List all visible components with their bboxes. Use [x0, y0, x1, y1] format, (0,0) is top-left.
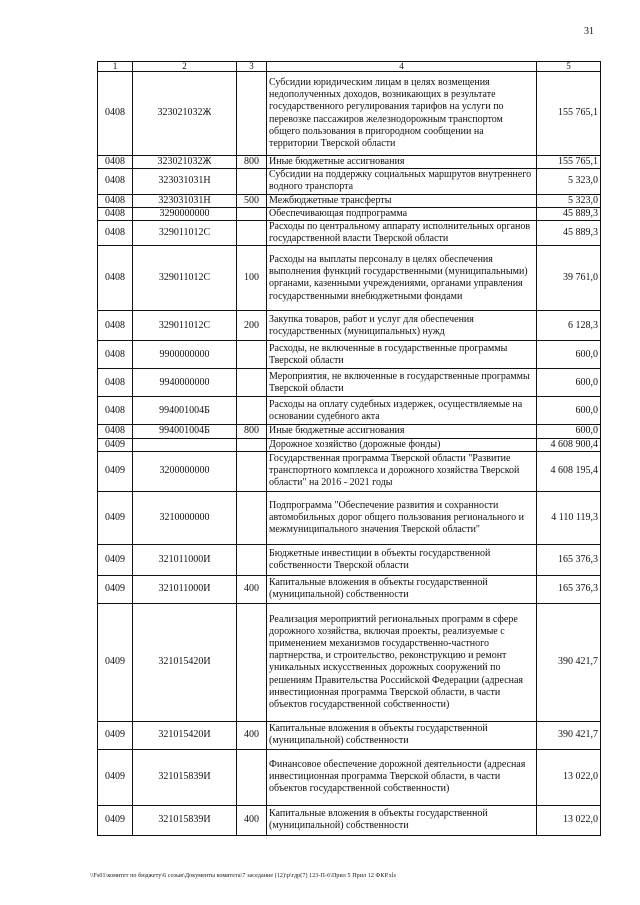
amount-cell: 4 608 195,4 [537, 451, 601, 491]
name-cell: Капитальные вложения в объекты государственной (муниципальной) собственности [267, 805, 537, 835]
amount-cell: 13 022,0 [537, 805, 601, 835]
code-cell: 9940000000 [133, 369, 237, 397]
section-cell: 0409 [98, 721, 133, 749]
code-cell: 321011000И [133, 544, 237, 575]
code-cell: 329011012С [133, 311, 237, 341]
amount-cell: 6 128,3 [537, 311, 601, 341]
amount-cell: 13 022,0 [537, 749, 601, 805]
section-cell: 0408 [98, 397, 133, 425]
table-row [98, 194, 601, 207]
code-cell: 321011000И [133, 575, 237, 603]
section-cell: 0408 [98, 207, 133, 220]
page-number: 31 [584, 26, 594, 37]
section-cell: 0409 [98, 749, 133, 805]
type-cell [237, 397, 267, 425]
section-cell: 0408 [98, 425, 133, 438]
amount-cell: 5 323,0 [537, 194, 601, 207]
type-cell [237, 544, 267, 575]
section-cell: 0409 [98, 544, 133, 575]
type-cell [237, 221, 267, 246]
type-cell [237, 207, 267, 220]
amount-cell: 45 889,3 [537, 221, 601, 246]
section-cell: 0408 [98, 194, 133, 207]
name-cell: Обеспечивающая подпрограмма [267, 207, 537, 220]
amount-cell: 155 765,1 [537, 156, 601, 169]
type-cell: 500 [237, 194, 267, 207]
table-row [98, 311, 601, 341]
table-row [98, 221, 601, 246]
section-cell: 0408 [98, 221, 133, 246]
name-cell: Расходы по центральному аппарату исполнительных органов государственной власти Тверской области [267, 221, 537, 246]
budget-table [97, 61, 601, 836]
amount-cell: 600,0 [537, 341, 601, 369]
code-cell: 3210000000 [133, 491, 237, 544]
type-cell [237, 169, 267, 194]
name-cell: Бюджетные инвестиции в объекты государственной собственности Тверской области [267, 544, 537, 575]
code-cell: 329011012С [133, 221, 237, 246]
name-cell: Закупка товаров, работ и услуг для обеспечения государственных (муниципальных) нужд [267, 311, 537, 341]
table-row [98, 169, 601, 194]
column-header-section: 1 [98, 62, 133, 72]
table-row [98, 156, 601, 169]
section-cell: 0409 [98, 575, 133, 603]
table-row [98, 72, 601, 156]
amount-cell: 600,0 [537, 425, 601, 438]
table-row [98, 749, 601, 805]
type-cell: 400 [237, 721, 267, 749]
name-cell: Расходы на оплату судебных издержек, осуществляемые на основании судебного акта [267, 397, 537, 425]
type-cell: 800 [237, 156, 267, 169]
amount-cell: 39 761,0 [537, 246, 601, 311]
amount-cell: 45 889,3 [537, 207, 601, 220]
table-row [98, 397, 601, 425]
type-cell: 800 [237, 425, 267, 438]
code-cell: 994001004Б [133, 397, 237, 425]
name-cell: Межбюджетные трансферты [267, 194, 537, 207]
section-cell: 0409 [98, 603, 133, 721]
amount-cell: 600,0 [537, 369, 601, 397]
amount-cell: 165 376,3 [537, 575, 601, 603]
table-row [98, 451, 601, 491]
code-cell: 321015839И [133, 749, 237, 805]
table-row [98, 341, 601, 369]
type-cell [237, 438, 267, 451]
type-cell [237, 341, 267, 369]
table-row [98, 575, 601, 603]
table-row [98, 721, 601, 749]
table-row [98, 246, 601, 311]
table-row [98, 438, 601, 451]
type-cell: 400 [237, 805, 267, 835]
section-cell: 0409 [98, 491, 133, 544]
amount-cell: 4 608 900,4 [537, 438, 601, 451]
code-cell: 3290000000 [133, 207, 237, 220]
table-row [98, 544, 601, 575]
name-cell: Подпрограмма "Обеспечение развития и сохранности автомобильных дорог общего пользования регионального и межмуниципального значения Тверской области" [267, 491, 537, 544]
section-cell: 0408 [98, 156, 133, 169]
name-cell: Государственная программа Тверской области "Развитие транспортного комплекса и дорожного хозяйства Тверской области" на 2016 - 2021 годы [267, 451, 537, 491]
section-cell: 0408 [98, 246, 133, 311]
table-row [98, 369, 601, 397]
column-header-amount: 5 [537, 62, 601, 72]
name-cell: Субсидии юридическим лицам в целях возмещения недополученных доходов, возникающих в результате государственного регулирования тарифов на услуги по перевозке пассажиров железнодорожным транспортом общего пользования в пригородном сообщении на территории Тверской области [267, 72, 537, 156]
table-row [98, 491, 601, 544]
type-cell [237, 72, 267, 156]
name-cell: Мероприятия, не включенные в государственные программы Тверской области [267, 369, 537, 397]
section-cell: 0409 [98, 805, 133, 835]
name-cell: Капитальные вложения в объекты государственной (муниципальной) собственности [267, 575, 537, 603]
table-header-row [98, 62, 601, 72]
table-row [98, 603, 601, 721]
code-cell: 329011012С [133, 246, 237, 311]
amount-cell: 165 376,3 [537, 544, 601, 575]
name-cell: Реализация мероприятий региональных программ в сфере дорожного хозяйства, включая проекты, реализуемые с применением механизмов государственно-частного партнерства, и строительство, реконструкцию и ремонт уникальных искусственных дорожных сооружений по решениям Правительства Российской Федерации (адресная инвестиционная программа Тверской области, в части объектов государственной собственности) [267, 603, 537, 721]
name-cell: Расходы на выплаты персоналу в целях обеспечения выполнения функций государственными (муниципальными) органами, казенными учреждениями, органами управления государственными внебюджетными фондами [267, 246, 537, 311]
amount-cell: 390 421,7 [537, 721, 601, 749]
code-cell: 323031031Н [133, 194, 237, 207]
code-cell: 323031031Н [133, 169, 237, 194]
amount-cell: 5 323,0 [537, 169, 601, 194]
name-cell: Дорожное хозяйство (дорожные фонды) [267, 438, 537, 451]
file-path-footer: \\Fs01\комитет по бюджету\6 созыв\Документы комитета\7 заседание (12)\p\гдр(7) 123-П-6\Прил 5 Прил 12 ФКР.xls [90, 873, 397, 879]
section-cell: 0408 [98, 341, 133, 369]
table-row [98, 207, 601, 220]
code-cell: 323021032Ж [133, 156, 237, 169]
amount-cell: 4 110 119,3 [537, 491, 601, 544]
type-cell [237, 369, 267, 397]
table-row [98, 425, 601, 438]
section-cell: 0408 [98, 169, 133, 194]
name-cell: Иные бюджетные ассигнования [267, 425, 537, 438]
code-cell: 321015420И [133, 603, 237, 721]
code-cell: 994001004Б [133, 425, 237, 438]
column-header-type: 3 [237, 62, 267, 72]
section-cell: 0409 [98, 451, 133, 491]
type-cell [237, 749, 267, 805]
type-cell [237, 603, 267, 721]
code-cell: 323021032Ж [133, 72, 237, 156]
type-cell: 400 [237, 575, 267, 603]
section-cell: 0409 [98, 438, 133, 451]
name-cell: Капитальные вложения в объекты государственной (муниципальной) собственности [267, 721, 537, 749]
type-cell: 200 [237, 311, 267, 341]
section-cell: 0408 [98, 311, 133, 341]
code-cell: 321015839И [133, 805, 237, 835]
code-cell: 3200000000 [133, 451, 237, 491]
section-cell: 0408 [98, 72, 133, 156]
column-header-code: 2 [133, 62, 237, 72]
name-cell: Иные бюджетные ассигнования [267, 156, 537, 169]
section-cell: 0408 [98, 369, 133, 397]
type-cell [237, 491, 267, 544]
code-cell [133, 438, 237, 451]
type-cell: 100 [237, 246, 267, 311]
name-cell: Субсидии на поддержку социальных маршрутов внутреннего водного транспорта [267, 169, 537, 194]
table-row [98, 805, 601, 835]
type-cell [237, 451, 267, 491]
code-cell: 321015420И [133, 721, 237, 749]
amount-cell: 155 765,1 [537, 72, 601, 156]
column-header-name: 4 [267, 62, 537, 72]
code-cell: 9900000000 [133, 341, 237, 369]
name-cell: Финансовое обеспечение дорожной деятельности (адресная инвестиционная программа Тверской области, в части объектов государственной собственности) [267, 749, 537, 805]
name-cell: Расходы, не включенные в государственные программы Тверской области [267, 341, 537, 369]
amount-cell: 390 421,7 [537, 603, 601, 721]
amount-cell: 600,0 [537, 397, 601, 425]
